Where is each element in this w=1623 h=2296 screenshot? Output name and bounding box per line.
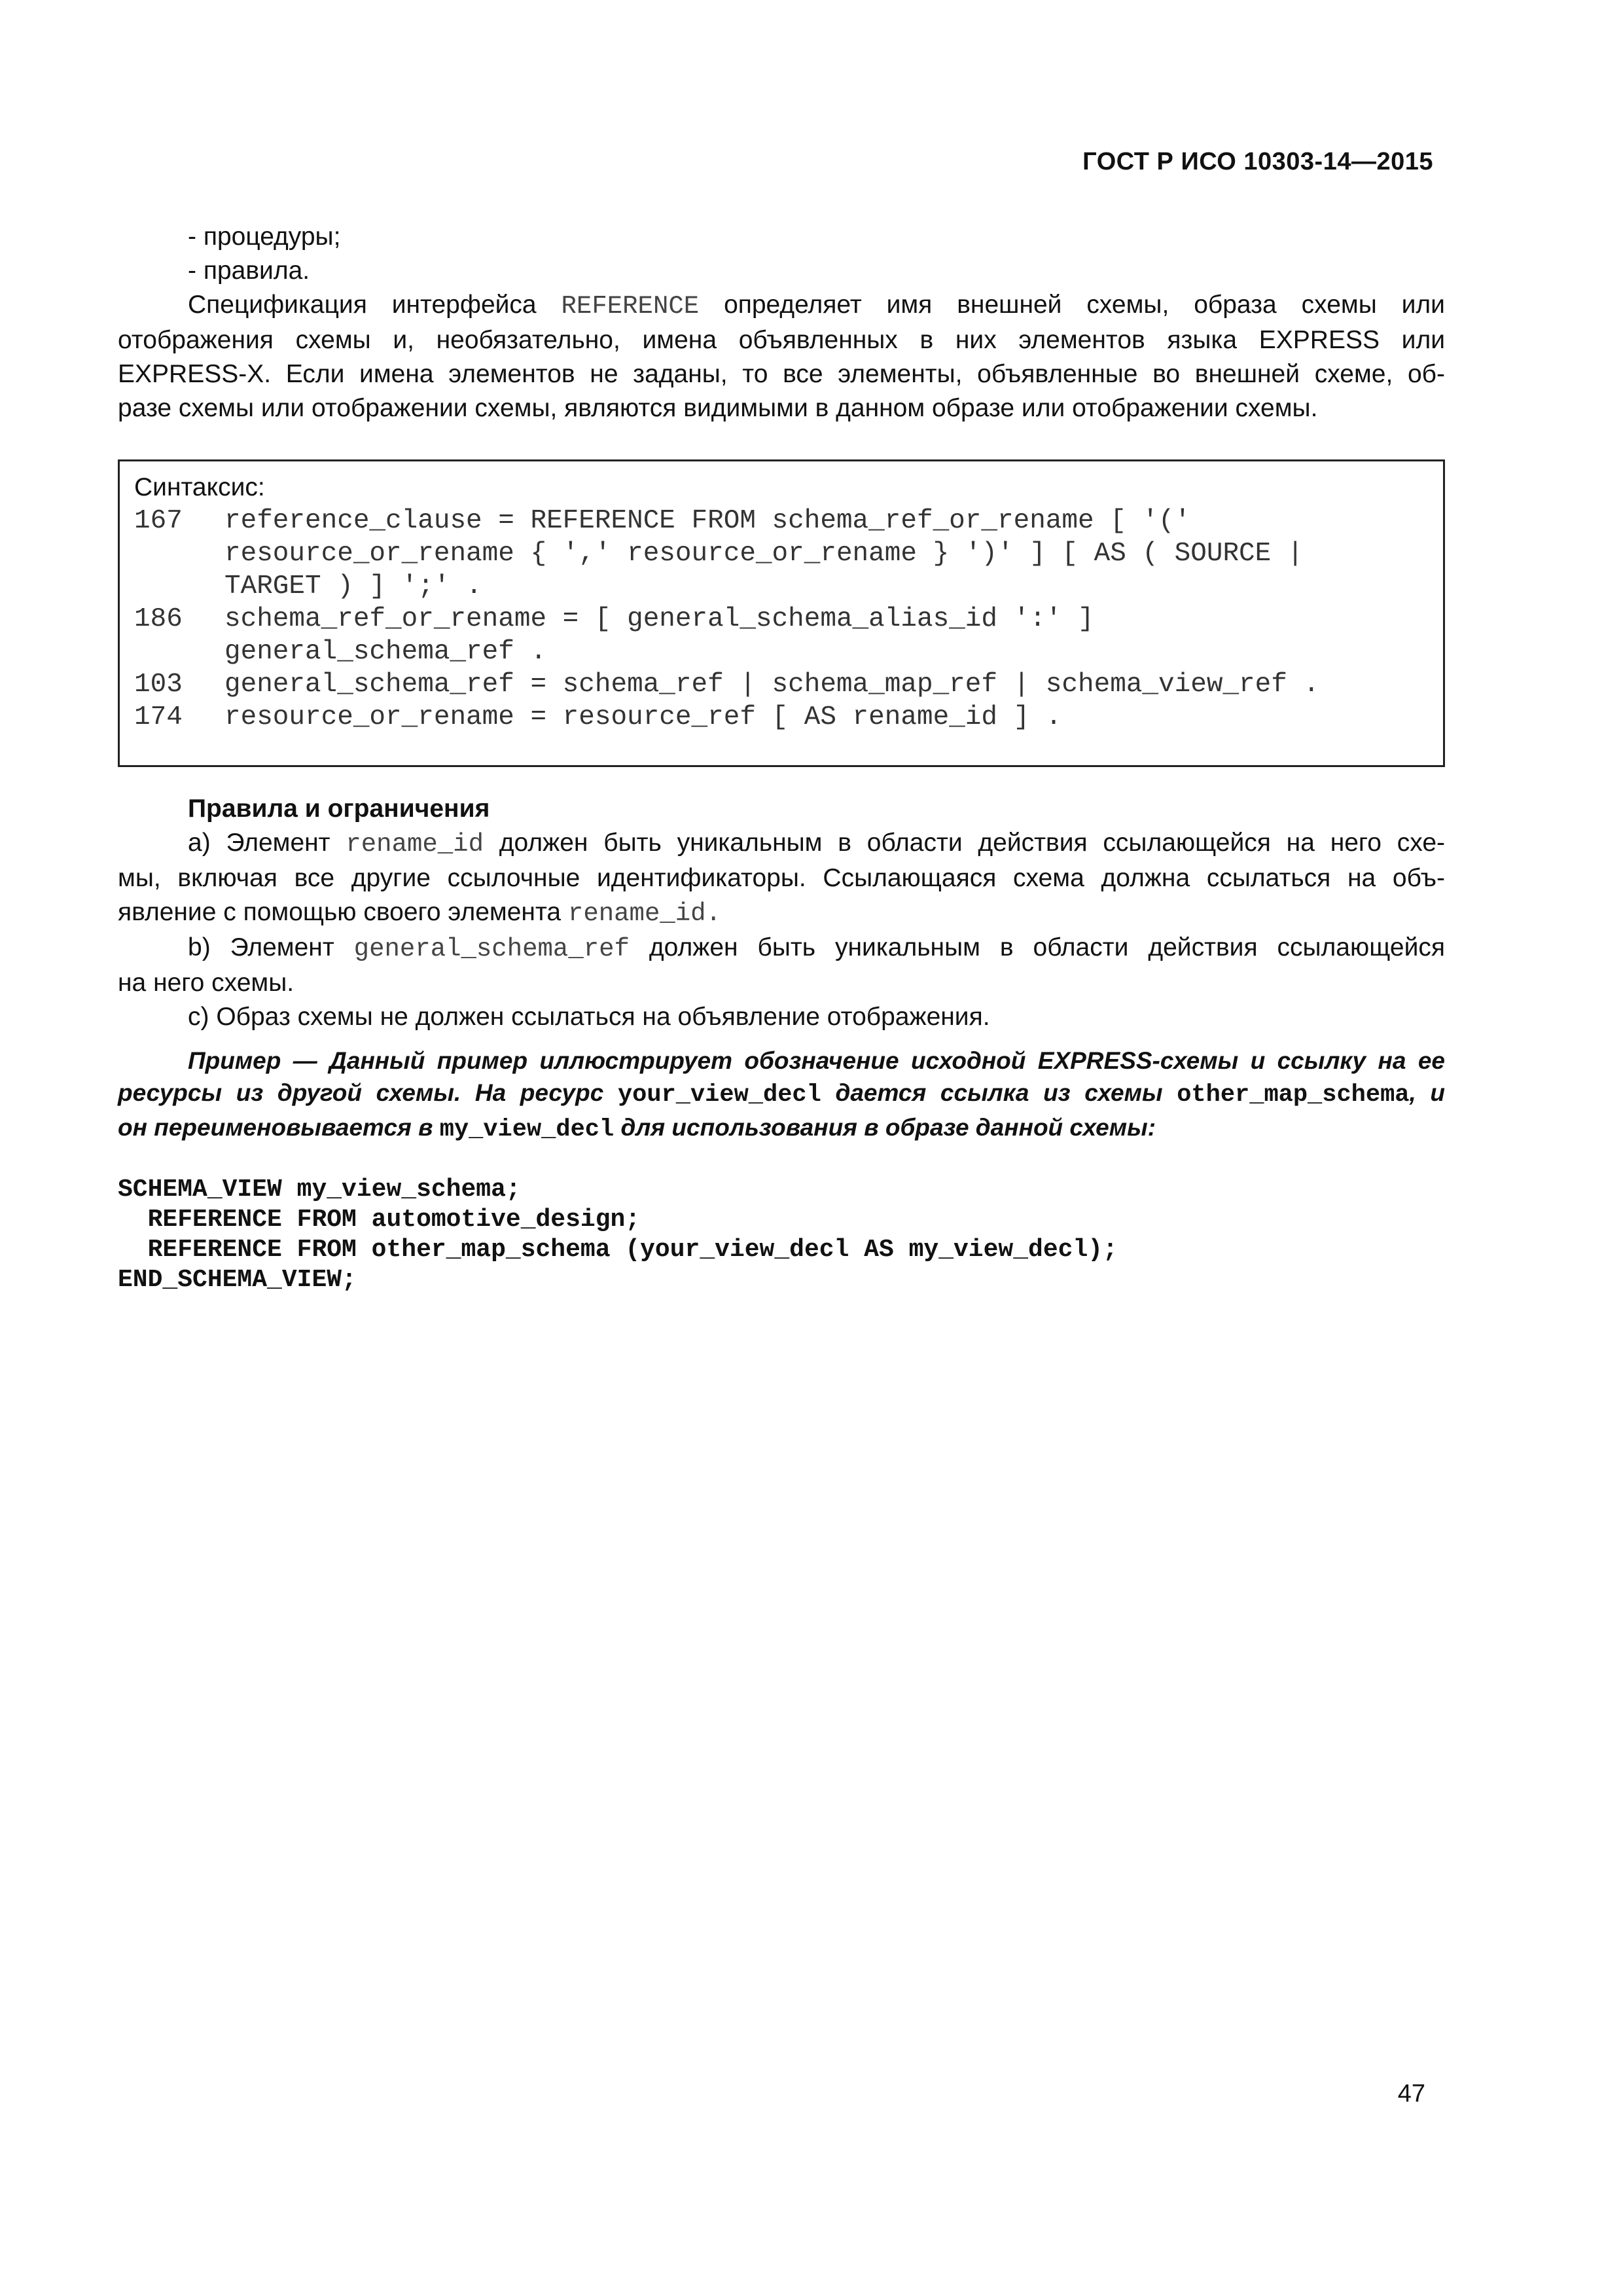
- paragraph-line: на него схемы.: [118, 969, 294, 997]
- syntax-row: [134, 537, 1429, 570]
- text: для использования в образе данной схемы:: [620, 1114, 1156, 1141]
- syntax-box: [118, 459, 1445, 767]
- text: Спецификация интерфейса: [188, 291, 537, 319]
- syntax-row: [134, 603, 1429, 636]
- rule-b: [118, 931, 1445, 1000]
- rule-c: c) Образ схемы не должен ссылаться на объявление отображения.: [188, 1003, 990, 1031]
- rule-body: schema_ref_or_rename = [ general_schema_alias_id ':' ]: [224, 604, 1094, 634]
- text: a) Элемент: [188, 829, 330, 857]
- text: он переименовывается в: [118, 1114, 433, 1141]
- inline-code: my_view_decl: [439, 1116, 615, 1143]
- syntax-row: [134, 505, 1429, 537]
- inline-code: other_map_schema: [1177, 1081, 1410, 1109]
- paragraph-line: разе схемы или отображении схемы, являются видимыми в данном образе или отображении схемы.: [118, 394, 1318, 422]
- text: должен быть уникальным в области действия ссылающейся: [649, 933, 1445, 961]
- rule-body: general_schema_ref .: [224, 637, 547, 667]
- inline-code: rename_id.: [567, 899, 721, 928]
- rule-number: [134, 537, 224, 570]
- inline-code: your_view_decl: [617, 1081, 821, 1109]
- paragraph-line: мы, включая все другие ссылочные идентификаторы. Ссылающаяся схема должна ссылаться на объ-: [118, 864, 1445, 892]
- paragraph-line: EXPRESS-X. Если имена элементов не заданы, то все элементы, объявленные во внешней схеме, об-: [118, 360, 1445, 388]
- code-line: REFERENCE FROM other_map_schema (your_view_decl AS my_view_decl);: [118, 1236, 1118, 1264]
- spec-paragraph: [118, 288, 1445, 425]
- rule-number: 186: [134, 604, 183, 634]
- code-block: [118, 1175, 1445, 1295]
- syntax-row: [134, 570, 1429, 603]
- paragraph-line: отображения схемы и, необязательно, имена объявленных в них элементов языка EXPRESS или: [118, 326, 1445, 354]
- syntax-row: [134, 701, 1429, 734]
- section-heading: Правила и ограничения: [188, 795, 490, 823]
- text: дается ссылка из схемы: [835, 1079, 1163, 1106]
- rule-a: [118, 826, 1445, 931]
- syntax-lines: [134, 505, 1429, 734]
- rule-body: TARGET ) ] ';' .: [224, 571, 482, 601]
- rule-number: 167: [134, 506, 183, 536]
- page-content: [118, 220, 1445, 1295]
- paragraph-line: [118, 895, 1445, 931]
- paragraph-line: [118, 931, 1445, 966]
- syntax-row: [134, 668, 1429, 701]
- code-line: END_SCHEMA_VIEW;: [118, 1266, 357, 1294]
- inline-code: general_schema_ref: [353, 935, 630, 963]
- rule-number: [134, 636, 224, 668]
- code-line: SCHEMA_VIEW my_view_schema;: [118, 1175, 521, 1204]
- rule-body: resource_or_rename { ',' resource_or_rename } ')' ] [ AS ( SOURCE |: [224, 539, 1304, 569]
- page-number: 47: [1397, 2080, 1425, 2108]
- text: b) Элемент: [188, 933, 334, 961]
- paragraph-line: [118, 288, 1445, 323]
- example-note: [118, 1045, 1445, 1146]
- code-line: REFERENCE FROM automotive_design;: [118, 1206, 641, 1234]
- rule-number: 103: [134, 670, 183, 700]
- example-line: [118, 1111, 1445, 1146]
- inline-code: REFERENCE: [561, 292, 700, 321]
- list-item: - правила.: [188, 257, 310, 285]
- text: ресурсы из другой схемы. На ресурс: [118, 1079, 604, 1106]
- syntax-row: [134, 636, 1429, 668]
- rule-body: resource_or_rename = resource_ref [ AS rename_id ] .: [224, 702, 1062, 732]
- text: явление с помощью своего элемента: [118, 898, 562, 926]
- syntax-title: Синтаксис:: [134, 473, 265, 501]
- rule-number: 174: [134, 702, 183, 732]
- example-line: Пример — Данный пример иллюстрирует обозначение исходной EXPRESS-схемы и ссылку на ее: [188, 1047, 1445, 1074]
- example-line: [118, 1077, 1445, 1111]
- text: должен быть уникальным в области действия ссылающейся на него схе-: [499, 829, 1445, 857]
- document-id: ГОСТ Р ИСО 10303-14—2015: [1082, 148, 1433, 175]
- rule-body: reference_clause = REFERENCE FROM schema_ref_or_rename [ '(': [224, 506, 1191, 536]
- inline-code: rename_id: [346, 830, 484, 859]
- list-item: - процедуры;: [188, 223, 341, 251]
- text: , и: [1409, 1079, 1446, 1106]
- text: определяет имя внешней схемы, образа схемы или: [724, 291, 1445, 319]
- rule-body: general_schema_ref = schema_ref | schema_map_ref | schema_view_ref .: [224, 670, 1320, 700]
- paragraph-line: [118, 826, 1445, 861]
- rule-number: [134, 570, 224, 603]
